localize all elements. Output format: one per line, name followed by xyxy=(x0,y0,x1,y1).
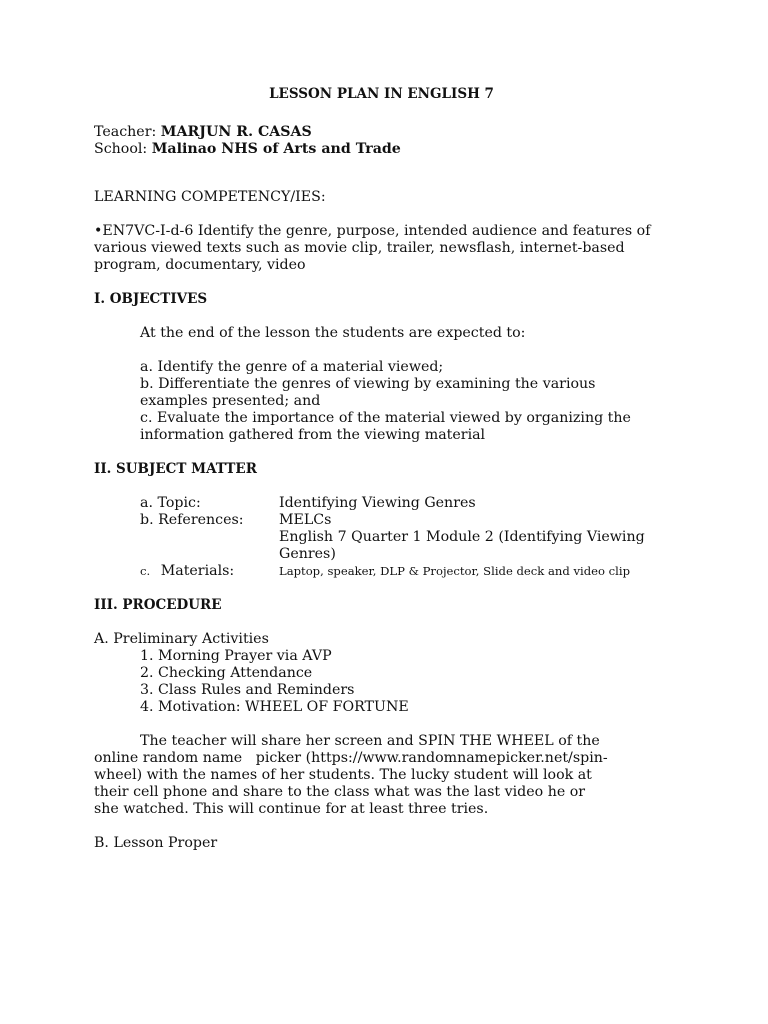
topic-label: a. Topic: xyxy=(140,495,201,511)
competency-heading: LEARNING COMPETENCY/IES: xyxy=(94,189,326,205)
preliminary-item-3: 3. Class Rules and Reminders xyxy=(140,682,355,698)
motivation-line-3: wheel) with the names of her students. The lucky student will look at xyxy=(94,767,592,783)
preliminary-heading: A. Preliminary Activities xyxy=(94,631,269,647)
materials-row xyxy=(94,563,694,580)
objective-b-cont: examples presented; and xyxy=(140,393,321,409)
objective-b: b. Differentiate the genres of viewing by examining the various xyxy=(140,376,596,392)
motivation-line-2: online random name picker (https://www.randomnamepicker.net/spin- xyxy=(94,750,608,766)
preliminary-item-2: 2. Checking Attendance xyxy=(140,665,313,681)
objective-c: c. Evaluate the importance of the material viewed by organizing the xyxy=(140,410,631,426)
objective-a: a. Identify the genre of a material viewed; xyxy=(140,359,444,375)
reference-line-3: Genres) xyxy=(279,546,336,562)
materials-prefix: c. xyxy=(140,564,151,578)
topic-value: Identifying Viewing Genres xyxy=(279,495,476,511)
objectives-heading: I. OBJECTIVES xyxy=(94,291,208,307)
teacher-line xyxy=(94,124,694,141)
teacher-label: Teacher: xyxy=(94,124,157,140)
document-title: LESSON PLAN IN ENGLISH 7 xyxy=(269,86,494,102)
subject-matter-heading: II. SUBJECT MATTER xyxy=(94,461,257,477)
materials-value: Laptop, speaker, DLP & Projector, Slide deck and video clip xyxy=(279,564,631,578)
school-line xyxy=(94,141,694,158)
competency-line-2: various viewed texts such as movie clip, trailer, newsflash, internet-based xyxy=(94,240,625,256)
teacher-name: MARJUN R. CASAS xyxy=(160,124,312,140)
reference-line-2: English 7 Quarter 1 Module 2 (Identifying Viewing xyxy=(279,529,645,545)
objectives-intro: At the end of the lesson the students are expected to: xyxy=(140,325,526,341)
competency-line-3: program, documentary, video xyxy=(94,257,306,273)
references-row xyxy=(94,512,694,563)
document-page xyxy=(94,86,694,852)
motivation-line-5: she watched. This will continue for at least three tries. xyxy=(94,801,489,817)
motivation-line-4: their cell phone and share to the class what was the last video he or xyxy=(94,784,586,800)
competency-line-1: •EN7VC-I-d-6 Identify the genre, purpose, intended audience and features of xyxy=(94,223,651,239)
preliminary-item-1: 1. Morning Prayer via AVP xyxy=(140,648,332,664)
procedure-heading: III. PROCEDURE xyxy=(94,597,222,613)
reference-line-1: MELCs xyxy=(279,512,332,528)
materials-label: Materials: xyxy=(160,563,235,579)
topic-row xyxy=(94,495,694,512)
school-name: Malinao NHS of Arts and Trade xyxy=(151,141,401,157)
lesson-proper-heading: B. Lesson Proper xyxy=(94,835,218,851)
preliminary-item-4: 4. Motivation: WHEEL OF FORTUNE xyxy=(140,699,409,715)
objective-c-cont: information gathered from the viewing material xyxy=(140,427,486,443)
school-label: School: xyxy=(94,141,148,157)
motivation-line-1: The teacher will share her screen and SPIN THE WHEEL of the xyxy=(140,733,600,749)
references-label: b. References: xyxy=(140,512,244,528)
